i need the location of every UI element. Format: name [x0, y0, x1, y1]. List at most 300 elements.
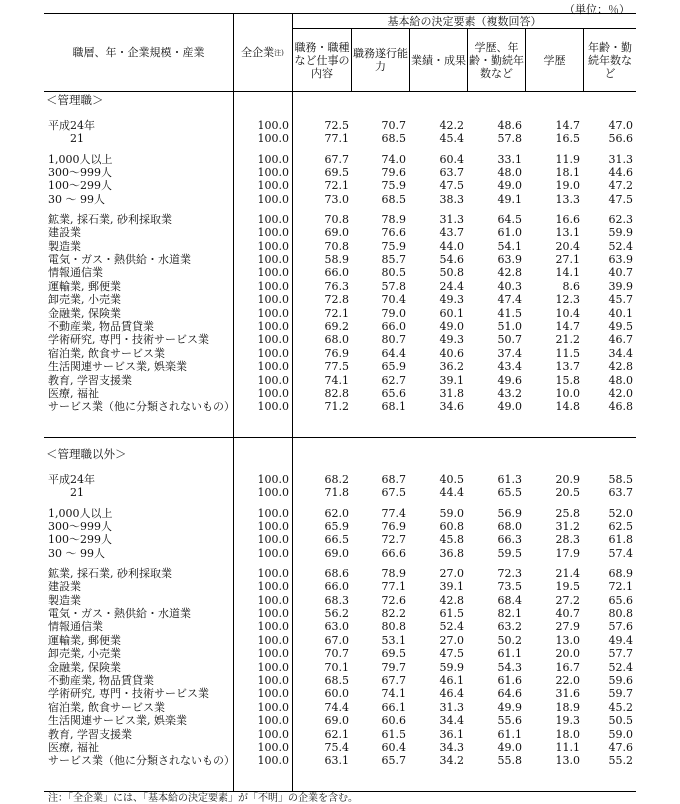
- cell-value: 34.2: [439, 754, 464, 768]
- cell-value: 52.4: [608, 239, 633, 253]
- table-row: [44, 741, 636, 754]
- cell-value: 37.4: [497, 346, 522, 360]
- cell-value: 68.7: [381, 473, 406, 486]
- table-row: [44, 754, 636, 767]
- cell-value: 16.5: [555, 132, 580, 146]
- row-label: 鉱業, 採石業, 砂利採取業: [48, 212, 172, 226]
- cell-value: 82.1: [497, 607, 522, 620]
- cell-value: 59.9: [608, 226, 633, 240]
- cell-value: 66.0: [324, 266, 349, 280]
- cell-value: 63.9: [497, 253, 522, 266]
- cell-value: 27.2: [555, 593, 580, 607]
- table-row: [44, 226, 636, 239]
- table-row: [44, 347, 636, 360]
- table-row: [44, 307, 636, 320]
- cell-value: 50.8: [439, 266, 464, 280]
- row-label: サービス業（他に分類されないもの）: [48, 754, 235, 768]
- cell-value: 39.1: [439, 373, 464, 387]
- cell-value: 63.0: [324, 620, 349, 634]
- cell-value: 66.1: [381, 700, 406, 714]
- cell-value: 20.0: [555, 647, 580, 661]
- cell-value: 31.2: [555, 519, 580, 533]
- cell-value: 47.5: [608, 192, 633, 206]
- cell-value: 57.7: [608, 647, 633, 661]
- cell-value: 42.2: [439, 119, 464, 132]
- cell-value: 61.5: [381, 727, 406, 741]
- cell-value: 80.7: [381, 333, 406, 347]
- cell-value: 54.6: [439, 253, 464, 266]
- cell-value: 56.9: [497, 506, 522, 520]
- cell-value: 67.5: [381, 486, 406, 500]
- col-header-ability: 職務遂行能力: [353, 47, 408, 73]
- cell-value: 62.5: [608, 519, 633, 533]
- cell-value: 20.4: [555, 239, 580, 253]
- table-row: [44, 661, 636, 674]
- cell-value: 46.1: [439, 674, 464, 687]
- cell-value: 46.7: [608, 333, 633, 347]
- cell-value: 76.6: [381, 226, 406, 240]
- cell-value: 61.6: [497, 674, 522, 687]
- table-row: [44, 166, 636, 179]
- table-row: [44, 360, 636, 373]
- cell-value: 47.0: [608, 119, 633, 132]
- table-row: [44, 701, 636, 714]
- row-label: 建設業: [48, 580, 81, 594]
- row-label: 30 ～ 99人: [48, 192, 105, 206]
- cell-value: 20.9: [555, 473, 580, 486]
- cell-value: 48.0: [608, 373, 633, 387]
- cell-value: 100.0: [257, 546, 289, 560]
- cell-value: 49.4: [608, 633, 633, 647]
- cell-value: 100.0: [257, 279, 289, 293]
- cell-value: 18.1: [555, 165, 580, 179]
- cell-value: 74.0: [381, 152, 406, 166]
- cell-value: 46.4: [439, 687, 464, 701]
- table-row: [44, 647, 636, 660]
- cell-value: 19.3: [555, 714, 580, 728]
- row-label: 学術研究, 専門・技術サービス業: [48, 687, 209, 701]
- row-label: 不動産業, 物品賃貸業: [48, 674, 154, 687]
- cell-value: 62.7: [381, 373, 406, 387]
- cell-value: 80.5: [381, 266, 406, 280]
- row-label: 建設業: [48, 226, 81, 240]
- cell-value: 75.9: [381, 179, 406, 193]
- cell-value: 40.6: [439, 346, 464, 360]
- table-row: [44, 280, 636, 293]
- section-title: ＜管理職＞: [46, 93, 104, 107]
- cell-value: 100.0: [257, 266, 289, 280]
- cell-value: 18.9: [555, 700, 580, 714]
- cell-value: 47.5: [439, 179, 464, 193]
- cell-value: 64.4: [381, 346, 406, 360]
- cell-value: 43.4: [497, 360, 522, 374]
- cell-value: 49.6: [497, 373, 522, 387]
- cell-value: 28.3: [555, 533, 580, 547]
- cell-value: 49.0: [497, 741, 522, 754]
- data-table: [44, 13, 636, 792]
- cell-value: 100.0: [257, 320, 289, 333]
- cell-value: 57.8: [381, 279, 406, 293]
- cell-value: 68.9: [608, 566, 633, 580]
- cell-value: 49.5: [608, 320, 633, 333]
- row-label: 情報通信業: [48, 266, 103, 280]
- cell-value: 49.0: [497, 400, 522, 414]
- cell-value: 100.0: [257, 647, 289, 661]
- cell-value: 72.6: [381, 593, 406, 607]
- cell-value: 85.7: [381, 253, 406, 266]
- table-row: [44, 266, 636, 279]
- cell-value: 59.9: [439, 660, 464, 674]
- cell-value: 69.5: [324, 165, 349, 179]
- cell-value: 69.0: [324, 714, 349, 728]
- cell-value: 49.0: [439, 320, 464, 333]
- table-row: [44, 374, 636, 387]
- row-label: 電気・ガス・熱供給・水道業: [48, 253, 191, 266]
- cell-value: 31.3: [439, 212, 464, 226]
- cell-value: 38.3: [439, 192, 464, 206]
- cell-value: 11.9: [555, 152, 580, 166]
- cell-value: 64.5: [497, 212, 522, 226]
- cell-value: 63.7: [439, 165, 464, 179]
- cell-value: 21.4: [555, 566, 580, 580]
- cell-value: 100.0: [257, 566, 289, 580]
- cell-value: 79.6: [381, 165, 406, 179]
- cell-value: 60.4: [381, 741, 406, 754]
- group-title: 基本給の決定要素（複数回答）: [387, 14, 542, 28]
- cell-value: 56.6: [608, 132, 633, 146]
- cell-value: 100.0: [257, 519, 289, 533]
- cell-value: 62.3: [608, 212, 633, 226]
- cell-value: 13.0: [555, 754, 580, 768]
- row-label: 卸売業, 小売業: [48, 293, 121, 307]
- cell-value: 52.0: [608, 506, 633, 520]
- cell-value: 60.1: [439, 306, 464, 320]
- cell-value: 27.0: [439, 633, 464, 647]
- cell-value: 60.4: [439, 152, 464, 166]
- cell-value: 76.9: [381, 519, 406, 533]
- row-label: 運輸業, 郵便業: [48, 279, 121, 293]
- cell-value: 63.1: [324, 754, 349, 768]
- row-label: 100～299人: [48, 533, 112, 547]
- cell-value: 17.9: [555, 546, 580, 560]
- cell-value: 62.0: [324, 506, 349, 520]
- row-label: 平成24年: [48, 119, 95, 132]
- table-row: [44, 293, 636, 306]
- table-row: [44, 634, 636, 647]
- cell-value: 12.3: [555, 293, 580, 307]
- cell-value: 40.7: [608, 266, 633, 280]
- row-label: 生活関連サービス業, 娯楽業: [48, 714, 187, 728]
- cell-value: 51.0: [497, 320, 522, 333]
- cell-value: 43.2: [497, 387, 522, 400]
- cell-value: 100.0: [257, 727, 289, 741]
- table-row: [44, 507, 636, 520]
- table-row: [44, 547, 636, 560]
- table-row: [44, 179, 636, 192]
- table-row: [44, 213, 636, 226]
- cell-value: 50.7: [497, 333, 522, 347]
- cell-value: 77.1: [381, 580, 406, 594]
- all-companies-header: 全企業 注): [241, 46, 284, 59]
- table-row: [44, 400, 636, 413]
- cell-value: 100.0: [257, 239, 289, 253]
- cell-value: 68.5: [381, 192, 406, 206]
- cell-value: 62.1: [324, 727, 349, 741]
- cell-value: 11.5: [555, 346, 580, 360]
- cell-value: 61.1: [497, 647, 522, 661]
- cell-value: 63.7: [608, 486, 633, 500]
- cell-value: 100.0: [257, 387, 289, 400]
- cell-value: 73.0: [324, 192, 349, 206]
- cell-value: 36.2: [439, 360, 464, 374]
- cell-value: 40.7: [555, 607, 580, 620]
- cell-value: 100.0: [257, 714, 289, 728]
- row-label: 30 ～ 99人: [48, 546, 105, 560]
- cell-value: 72.1: [608, 580, 633, 594]
- table-row: [44, 607, 636, 620]
- table-row: [44, 687, 636, 700]
- unit-label: （単位：％）: [564, 3, 630, 16]
- section-title: ＜管理職以外＞: [46, 447, 127, 461]
- cell-value: 24.4: [439, 279, 464, 293]
- cell-value: 55.2: [608, 754, 633, 768]
- cell-value: 10.4: [555, 306, 580, 320]
- cell-value: 14.7: [555, 320, 580, 333]
- cell-value: 66.3: [497, 533, 522, 547]
- cell-value: 48.6: [497, 119, 522, 132]
- cell-value: 68.4: [497, 593, 522, 607]
- col-header-job-content: 職務・職種など仕事の内容: [294, 40, 350, 80]
- row-label: 電気・ガス・熱供給・水道業: [48, 607, 191, 620]
- cell-value: 14.8: [555, 400, 580, 414]
- table-row: [44, 567, 636, 580]
- row-label: 宿泊業, 飲食サービス業: [48, 346, 165, 360]
- cell-value: 72.8: [324, 293, 349, 307]
- cell-value: 54.3: [497, 660, 522, 674]
- cell-value: 69.0: [324, 546, 349, 560]
- cell-value: 16.7: [555, 660, 580, 674]
- cell-value: 52.4: [439, 620, 464, 634]
- row-label: 医療, 福祉: [48, 387, 99, 400]
- cell-value: 100.0: [257, 306, 289, 320]
- cell-value: 75.9: [381, 239, 406, 253]
- cell-value: 45.4: [439, 132, 464, 146]
- cell-value: 34.6: [439, 400, 464, 414]
- row-label: 1,000人以上: [48, 506, 113, 520]
- col-header-performance: 業績・成果: [411, 53, 466, 67]
- cell-value: 31.8: [439, 387, 464, 400]
- cell-value: 49.9: [497, 700, 522, 714]
- cell-value: 13.0: [555, 633, 580, 647]
- cell-value: 40.1: [608, 306, 633, 320]
- cell-value: 57.8: [497, 132, 522, 146]
- cell-value: 60.0: [324, 687, 349, 701]
- cell-value: 100.0: [257, 152, 289, 166]
- row-label: 教育, 学習支援業: [48, 373, 132, 387]
- table-row: [44, 594, 636, 607]
- cell-value: 68.1: [381, 400, 406, 414]
- table-row: [44, 253, 636, 266]
- cell-value: 39.1: [439, 580, 464, 594]
- cell-value: 100.0: [257, 253, 289, 266]
- cell-value: 59.0: [608, 727, 633, 741]
- cell-value: 72.7: [381, 533, 406, 547]
- row-label: 情報通信業: [48, 620, 103, 634]
- table-row: [44, 333, 636, 346]
- cell-value: 100.0: [257, 165, 289, 179]
- table-header: [44, 14, 636, 92]
- cell-value: 15.8: [555, 373, 580, 387]
- table-row: [44, 473, 636, 486]
- cell-value: 49.3: [439, 333, 464, 347]
- table-row: [44, 533, 636, 546]
- cell-value: 68.5: [324, 674, 349, 687]
- cell-value: 18.0: [555, 727, 580, 741]
- col-header-education-age: 学歴、年齢・勤続年数など: [469, 40, 524, 80]
- cell-value: 40.3: [497, 279, 522, 293]
- cell-value: 57.6: [608, 620, 633, 634]
- cell-value: 34.4: [439, 714, 464, 728]
- cell-value: 45.8: [439, 533, 464, 547]
- cell-value: 100.0: [257, 533, 289, 547]
- cell-value: 11.1: [555, 741, 580, 754]
- cell-value: 63.2: [497, 620, 522, 634]
- cell-value: 100.0: [257, 486, 289, 500]
- cell-value: 100.0: [257, 741, 289, 754]
- cell-value: 100.0: [257, 192, 289, 206]
- cell-value: 66.0: [381, 320, 406, 333]
- cell-value: 70.7: [324, 647, 349, 661]
- cell-value: 13.1: [555, 226, 580, 240]
- cell-value: 100.0: [257, 700, 289, 714]
- cell-value: 45.2: [608, 700, 633, 714]
- table-row: [44, 119, 636, 132]
- cell-value: 77.4: [381, 506, 406, 520]
- cell-value: 75.4: [324, 741, 349, 754]
- cell-value: 66.5: [324, 533, 349, 547]
- cell-value: 50.5: [608, 714, 633, 728]
- cell-value: 100.0: [257, 333, 289, 347]
- row-label: 鉱業, 採石業, 砂利採取業: [48, 566, 172, 580]
- cell-value: 100.0: [257, 179, 289, 193]
- cell-value: 67.0: [324, 633, 349, 647]
- cell-value: 36.1: [439, 727, 464, 741]
- col-header-education: 学歴: [543, 53, 566, 67]
- cell-value: 40.5: [439, 473, 464, 486]
- cell-value: 54.1: [497, 239, 522, 253]
- row-label: 生活関連サービス業, 娯楽業: [48, 360, 187, 374]
- cell-value: 25.8: [555, 506, 580, 520]
- cell-value: 49.0: [497, 179, 522, 193]
- cell-value: 70.1: [324, 660, 349, 674]
- cell-value: 42.0: [608, 387, 633, 400]
- cell-value: 100.0: [257, 132, 289, 146]
- table-row: [44, 193, 636, 206]
- cell-value: 27.0: [439, 566, 464, 580]
- cell-value: 100.0: [257, 593, 289, 607]
- cell-value: 55.8: [497, 754, 522, 768]
- row-label: 不動産業, 物品賃貸業: [48, 320, 154, 333]
- table-row: [44, 620, 636, 633]
- cell-value: 100.0: [257, 119, 289, 132]
- table-row: [44, 132, 636, 145]
- cell-value: 71.8: [324, 486, 349, 500]
- table-row: [44, 320, 636, 333]
- cell-value: 16.6: [555, 212, 580, 226]
- cell-value: 58.9: [324, 253, 349, 266]
- cell-value: 34.3: [439, 741, 464, 754]
- cell-value: 100.0: [257, 473, 289, 486]
- cell-value: 46.8: [608, 400, 633, 414]
- cell-value: 42.8: [608, 360, 633, 374]
- table-row: [44, 240, 636, 253]
- cell-value: 61.1: [497, 727, 522, 741]
- cell-value: 100.0: [257, 400, 289, 414]
- cell-value: 71.2: [324, 400, 349, 414]
- cell-value: 61.3: [497, 473, 522, 486]
- cell-value: 74.4: [324, 700, 349, 714]
- table-row: [44, 714, 636, 727]
- table-row: [44, 486, 636, 499]
- cell-value: 79.7: [381, 660, 406, 674]
- cell-value: 100.0: [257, 633, 289, 647]
- row-label: サービス業（他に分類されないもの）: [48, 400, 235, 414]
- cell-value: 63.9: [608, 253, 633, 266]
- cell-value: 31.3: [439, 700, 464, 714]
- cell-value: 100.0: [257, 620, 289, 634]
- cell-value: 44.6: [608, 165, 633, 179]
- cell-value: 44.4: [439, 486, 464, 500]
- cell-value: 73.5: [497, 580, 522, 594]
- cell-value: 13.7: [555, 360, 580, 374]
- cell-value: 14.7: [555, 119, 580, 132]
- cell-value: 65.5: [497, 486, 522, 500]
- cell-value: 66.6: [381, 546, 406, 560]
- cell-value: 31.6: [555, 687, 580, 701]
- cell-value: 70.8: [324, 212, 349, 226]
- cell-value: 8.6: [562, 279, 580, 293]
- cell-value: 69.0: [324, 226, 349, 240]
- cell-value: 79.0: [381, 306, 406, 320]
- cell-value: 70.7: [381, 119, 406, 132]
- cell-value: 64.6: [497, 687, 522, 701]
- row-label: 平成24年: [48, 473, 95, 486]
- cell-value: 100.0: [257, 580, 289, 594]
- cell-value: 100.0: [257, 607, 289, 620]
- cell-value: 72.1: [324, 306, 349, 320]
- table-row: [44, 387, 636, 400]
- cell-value: 72.3: [497, 566, 522, 580]
- cell-value: 68.6: [324, 566, 349, 580]
- cell-value: 100.0: [257, 660, 289, 674]
- cell-value: 68.0: [497, 519, 522, 533]
- table-row: [44, 580, 636, 593]
- cell-value: 56.2: [324, 607, 349, 620]
- cell-value: 27.1: [555, 253, 580, 266]
- row-label: 21: [70, 132, 84, 146]
- cell-value: 100.0: [257, 687, 289, 701]
- cell-value: 52.4: [608, 660, 633, 674]
- cell-value: 59.6: [608, 674, 633, 687]
- cell-value: 65.7: [381, 754, 406, 768]
- cell-value: 65.9: [324, 519, 349, 533]
- row-label: 運輸業, 郵便業: [48, 633, 121, 647]
- cell-value: 14.1: [555, 266, 580, 280]
- cell-value: 100.0: [257, 360, 289, 374]
- cell-value: 48.0: [497, 165, 522, 179]
- cell-value: 82.8: [324, 387, 349, 400]
- cell-value: 47.4: [497, 293, 522, 307]
